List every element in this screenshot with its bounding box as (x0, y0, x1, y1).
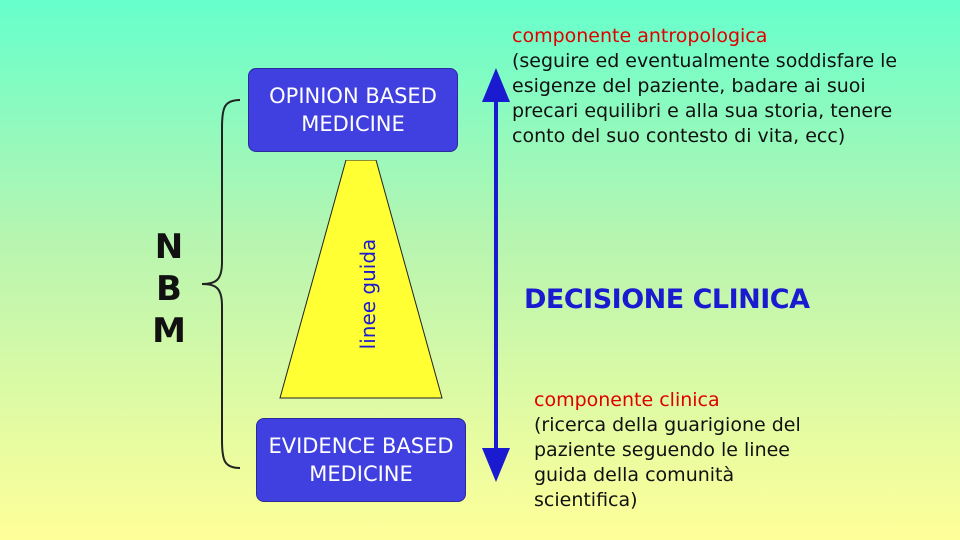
anthropological-component-body: (seguire ed eventualmente soddisfare le esigenze del paziente, badare ai suoi precari equilibri e alla sua storia, tenere conto del suo contesto di vita, ecc) (512, 50, 898, 147)
opinion-based-medicine-box: OPINION BASED MEDICINE (248, 68, 458, 152)
clinical-decision-label: DECISIONE CLINICA (524, 284, 810, 315)
nbm-letter: B (156, 269, 182, 309)
nbm-letter: M (152, 311, 186, 351)
anthropological-component-title: componente antropologica (512, 25, 768, 47)
clinical-component-body: (ricerca della guarigione del paziente seguendo le linee guida della comunità scientifica) (534, 414, 801, 511)
clinical-component-text (534, 388, 824, 513)
evidence-based-medicine-box: EVIDENCE BASED MEDICINE (256, 418, 466, 502)
anthropological-component-text (512, 24, 932, 149)
left-brace (196, 98, 246, 470)
clinical-component-title: componente clinica (534, 389, 720, 411)
nbm-label (152, 226, 186, 352)
nbm-letter: N (154, 227, 184, 267)
guidelines-label: linee guida (356, 238, 380, 350)
